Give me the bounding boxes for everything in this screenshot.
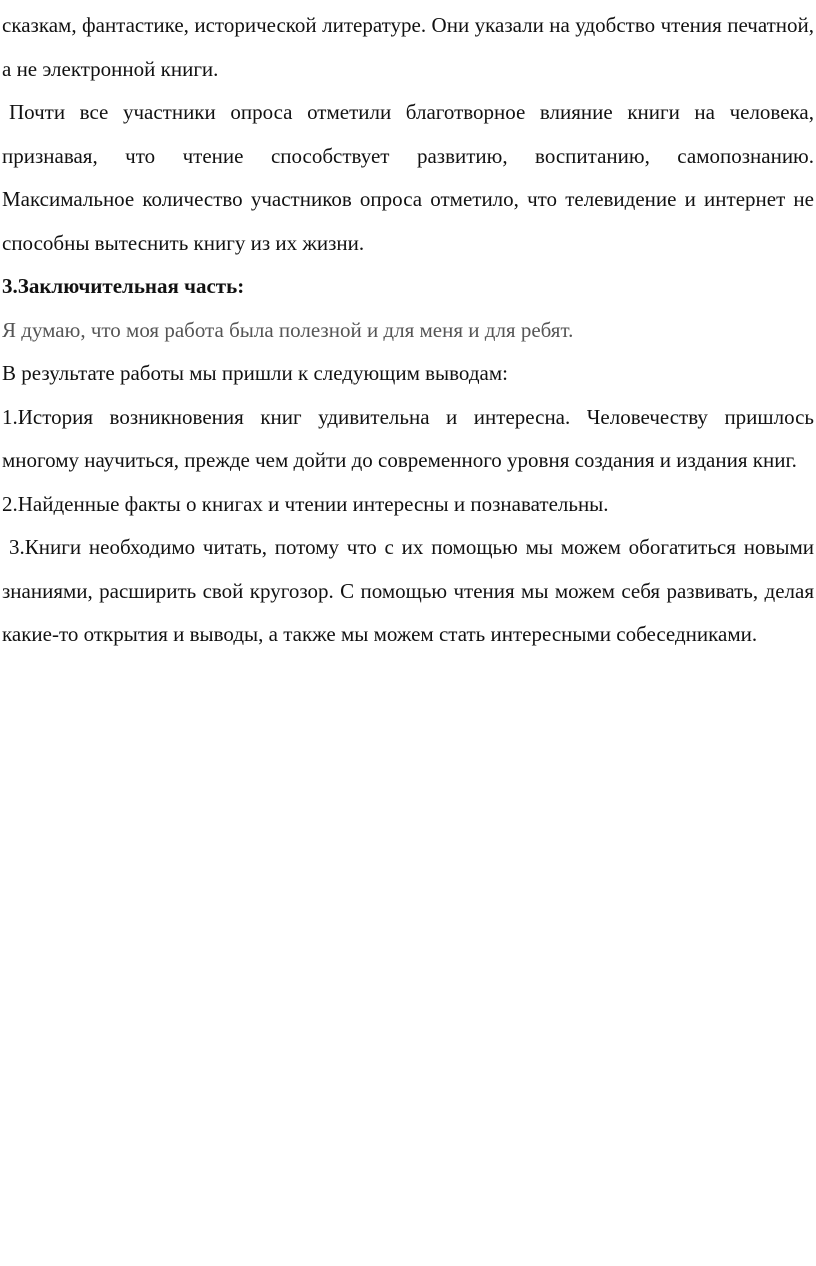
conclusion-item-3: 3.Книги необходимо читать, потому что с их помощью мы можем обогатиться новыми знаниями, расширить свой кругозор. С помощью чтения мы можем себя развивать, делая какие-то открытия и выводы, а также мы можем стать интересными собеседниками. xyxy=(2,535,814,646)
paragraph-opinion: Я думаю, что моя работа была полезной и для меня и для ребят. xyxy=(2,317,574,342)
paragraph-book-influence: Почти все участники опроса отметили благотворное влияние книги на человека, признавая, что чтение способствует развитию, воспитанию, самопознанию. Максимальное количество участников опроса отметило, что телевидение и интернет не способны вытеснить книгу из их жизни. xyxy=(2,100,814,255)
conclusion-item-1: 1.История возникновения книг удивительна и интересна. Человечеству пришлось многому научиться, прежде чем дойти до современного уровня создания и издания книг. xyxy=(2,404,814,472)
paragraph-conclusions-intro: В результате работы мы пришли к следующим выводам: xyxy=(2,361,508,385)
conclusion-item-2: 2.Найденные факты о книгах и чтении интересны и познавательны. xyxy=(2,491,609,516)
paragraph-reading-preferences: сказкам, фантастике, исторической литературе. Они указали на удобство чтения печатной, а не электронной книги. xyxy=(2,13,814,81)
section-heading-conclusion: 3.Заключительная часть: xyxy=(2,274,245,298)
